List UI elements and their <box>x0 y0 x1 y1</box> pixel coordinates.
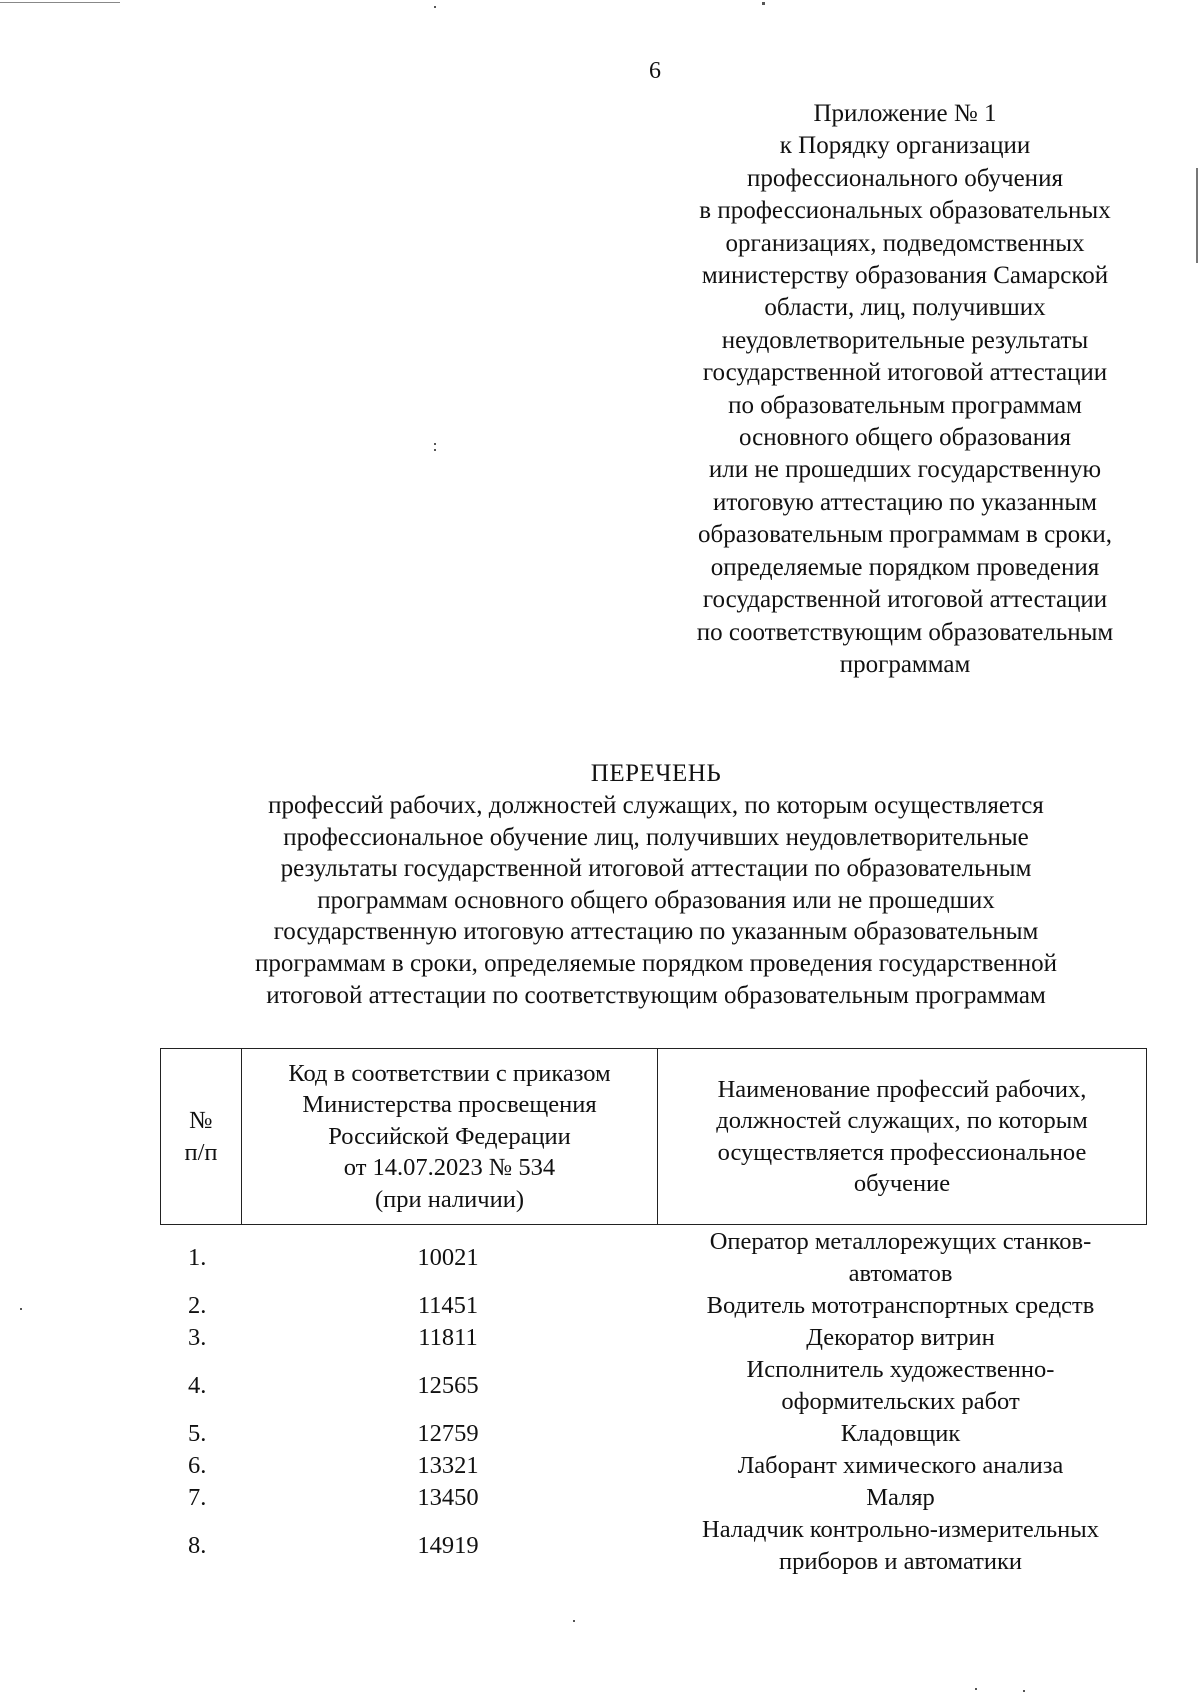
appendix-line: итоговую аттестацию по указанным <box>713 488 1097 516</box>
row-code: 11811 <box>418 1324 478 1351</box>
table-header <box>160 1048 1147 1225</box>
scan-speck <box>434 443 436 445</box>
row-number: 7. <box>188 1484 207 1511</box>
scan-speck <box>0 2 120 3</box>
document-subtitle <box>200 790 1112 1011</box>
row-number: 8. <box>188 1532 207 1559</box>
header-code-text: Код в соответствии с приказом Министерства просвещения Российской Федерации от 14.07.2023 № 534 (при наличии) <box>288 1059 611 1213</box>
appendix-line: государственной итоговой аттестации <box>702 586 1108 614</box>
scan-speck <box>1196 168 1198 263</box>
scan-speck <box>573 1620 575 1622</box>
table-row <box>160 1354 1145 1418</box>
appendix-line: государственной итоговой аттестации <box>702 359 1108 387</box>
subtitle-line: профессий рабочих, должностей служащих, по которым осуществляется <box>268 792 1044 819</box>
appendix-line: или не прошедших государственную <box>708 456 1102 484</box>
subtitle-line: государственную итоговую аттестацию по указанным образовательным <box>273 918 1039 946</box>
header-name <box>657 1049 1146 1224</box>
scan-speck <box>975 1688 977 1690</box>
table-row <box>160 1290 1145 1322</box>
document-title: ПЕРЕЧЕНЬ <box>590 760 722 787</box>
appendix-line: организациях, подведомственных <box>725 229 1085 257</box>
scan-speck <box>1023 1690 1025 1692</box>
appendix-line: программам <box>839 650 971 678</box>
row-number: 1. <box>188 1244 207 1271</box>
scan-speck <box>434 6 436 8</box>
appendix-line: по образовательным программам <box>728 391 1082 419</box>
row-code: 13321 <box>417 1452 479 1479</box>
header-code <box>241 1049 657 1224</box>
row-name: Кладовщик <box>840 1420 961 1447</box>
appendix-line: профессионального обучения <box>747 164 1063 192</box>
table-body <box>160 1226 1145 1578</box>
subtitle-line: результаты государственной итоговой аттестации по образовательным <box>280 855 1032 883</box>
appendix-line: к Порядку организации <box>779 132 1031 160</box>
appendix-header <box>655 98 1155 681</box>
subtitle-line: профессиональное обучение лиц, получивших неудовлетворительные <box>283 823 1029 851</box>
appendix-line: по соответствующим образовательным <box>696 618 1114 646</box>
header-num-text: № п/п <box>184 1107 218 1166</box>
row-name: Водитель мототранспортных средств <box>706 1292 1095 1319</box>
row-name: Маляр <box>866 1484 935 1511</box>
row-name: Декоратор витрин <box>806 1324 995 1351</box>
header-name-text: Наименование профессий рабочих, должностей служащих, по которым осуществляется профессиональное обучение <box>716 1075 1088 1197</box>
appendix-line: области, лиц, получивших <box>764 294 1046 322</box>
table-row <box>160 1450 1145 1482</box>
table-row <box>160 1482 1145 1514</box>
row-number: 4. <box>188 1372 207 1399</box>
scan-speck <box>20 1308 22 1310</box>
appendix-line: образовательным программам в сроки, <box>698 521 1112 549</box>
row-name: Исполнитель художественно- оформительских работ <box>746 1356 1055 1415</box>
scan-speck <box>434 449 436 451</box>
subtitle-line: программам в сроки, определяемые порядком проведения государственной <box>255 949 1057 977</box>
appendix-line: Приложение № 1 <box>813 100 997 127</box>
table-row <box>160 1418 1145 1450</box>
appendix-line: в профессиональных образовательных <box>699 197 1111 225</box>
scan-speck <box>762 2 765 5</box>
table-row <box>160 1322 1145 1354</box>
row-code: 12759 <box>417 1420 479 1447</box>
appendix-line: определяемые порядком проведения <box>710 553 1100 581</box>
row-code: 12565 <box>417 1372 479 1399</box>
table-row <box>160 1514 1145 1578</box>
table-row <box>160 1226 1145 1290</box>
row-number: 6. <box>188 1452 207 1479</box>
row-code: 11451 <box>417 1292 479 1319</box>
row-number: 2. <box>188 1292 207 1319</box>
subtitle-line: программам основного общего образования или не прошедших <box>317 886 995 914</box>
appendix-line: министерству образования Самарской <box>701 262 1109 290</box>
row-code: 14919 <box>417 1532 479 1559</box>
appendix-line: неудовлетворительные результаты <box>721 326 1089 354</box>
header-num <box>161 1049 241 1224</box>
row-name: Наладчик контрольно-измерительных приборов и автоматики <box>702 1516 1099 1575</box>
row-code: 13450 <box>417 1484 479 1511</box>
row-name: Оператор металлорежущих станков- автоматов <box>709 1228 1092 1287</box>
row-number: 5. <box>188 1420 207 1447</box>
subtitle-line: итоговой аттестации по соответствующим образовательным программам <box>266 981 1046 1009</box>
row-name: Лаборант химического анализа <box>737 1452 1064 1479</box>
row-number: 3. <box>188 1324 207 1351</box>
row-code: 10021 <box>417 1244 479 1271</box>
appendix-line: основного общего образования <box>739 424 1071 452</box>
page-number: 6 <box>649 58 661 84</box>
